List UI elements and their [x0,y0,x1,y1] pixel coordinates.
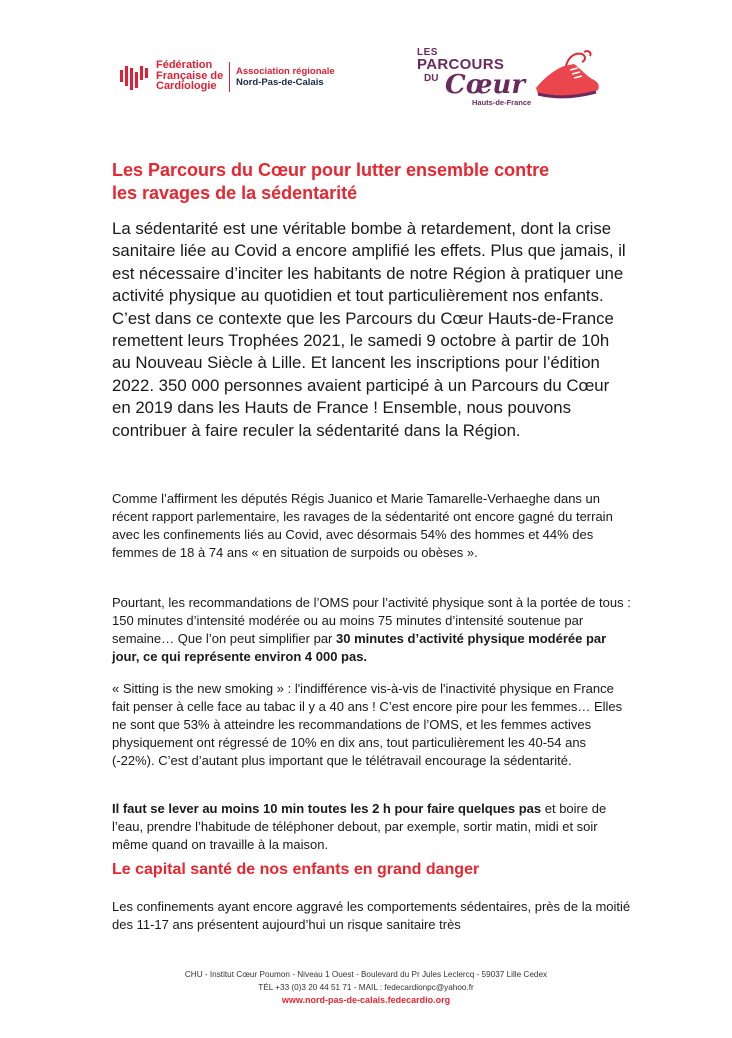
ffc-name-line1: Fédération [156,59,213,71]
paragraph-sitting: « Sitting is the new smoking » : l'indifférence vis-à-vis de l'inactivité physique en France fait penser à celle face au tabac il y a 40 ans ! C’est encore pire pour les femmes… Elles ne sont que 53% à atteindre les recommandations de l’OMS, et les femmes actives physiquement ont régressé de 10% en dix ans, tout particulièrement les 40-54 ans (-22%). C’est d’autant plus important que le télétravail encourage la sédentarité. [112,681,623,768]
paragraph-advice-highlight: Il faut se lever au moins 10 min toutes les 2 h pour faire quelques pas [112,801,542,816]
pdc-region: Hauts-de-France [472,98,532,107]
ffc-name-line3: Cardiologie [156,80,217,92]
heart-bars-icon [118,62,152,92]
pdc-les: LES [417,47,438,58]
paragraph-children: Les confinements ayant encore aggravé les comportements sédentaires, près de la moitié des 11-17 ans présentent aujourd’hui un risque sanitaire très [112,899,631,932]
title-line2: les ravages de la sédentarité [112,183,358,203]
title-line1: Les Parcours du Cœur pour lutter ensemble contre [112,160,550,180]
footer-address: CHU - Institut Cœur Poumon - Niveau 1 Ouest - Boulevard du Pr Jules Leclercq - 59037 Lille Cedex [184,970,548,979]
running-shoe-icon [530,48,602,104]
footer [0,968,732,1007]
paragraph-oms [112,594,632,666]
paragraph-oms-text: Pourtant, les recommandations de l’OMS pour l’activité physique sont à la portée de tous : 150 minutes d’intensité modérée ou au moins 75 minutes d’intensité soutenue par semaine… Que l’on peut simplifier par [112,595,631,646]
ffc-name [156,60,236,92]
logo-divider [229,62,230,92]
paragraph-advice-text: et boire de l’eau, prendre l’habitude de téléphoner debout, par exemple, sortir matin, midi et soir même quand on travaille à la maison. [112,801,607,852]
ffc-association [236,66,346,88]
ffc-logo [118,60,338,94]
pdc-du: DU [424,73,439,84]
paragraph-oms-highlight: 30 minutes d’activité physique modérée par jour, ce qui représente environ 4 000 pas. [112,631,607,664]
section-heading: Le capital santé de nos enfants en grand danger [112,861,480,878]
footer-website-link[interactable]: www.nord-pas-de-calais.fedecardio.org [281,995,451,1005]
page-title [112,159,632,205]
ffc-assoc-line2: Nord-Pas-de-Calais [236,77,324,88]
ffc-name-line2: Française de [156,69,224,82]
lead-paragraph: La sédentarité est une véritable bombe à retardement, dont la crise sanitaire liée au Covid a encore amplifié les effets. Plus que jamais, il est nécessaire d’inciter les habitants de notre Région à pratiquer une activité physique au quotidien et tout particulièrement nos enfants. C’est dans ce contexte que les Parcours du Cœur Hauts-de-France remettent leurs Trophées 2021, le samedi 9 octobre à partir de 10h au Nouveau Siècle à Lille. Et lancent les inscriptions pour l’édition 2022. 350 000 personnes avaient participé à un Parcours du Cœur en 2019 dans les Hauts de France ! Ensemble, nous pouvons contribuer à faire reculer la sédentarité dans la Région. [112,219,626,440]
pdc-parcours: PARCOURS [417,56,505,73]
paragraph-deputes: Comme l’affirment les députés Régis Juanico et Marie Tamarelle-Verhaeghe dans un récent rapport parlementaire, les ravages de la sédentarité ont encore gagné du terrain avec les confinements liés au Covid, avec désormais 54% des hommes et 44% des femmes de 18 à 74 ans « en situation de surpoids ou obèses ». [112,491,613,560]
footer-contact: TÉL +33 (0)3 20 44 51 71 - MAIL : fedecardionpc@yahoo.fr [258,983,474,992]
pdc-coeur: Cœur [445,70,526,100]
ffc-assoc-line1: Association régionale [236,66,335,77]
paragraph-advice [112,800,632,854]
parcours-du-coeur-logo [412,42,602,110]
